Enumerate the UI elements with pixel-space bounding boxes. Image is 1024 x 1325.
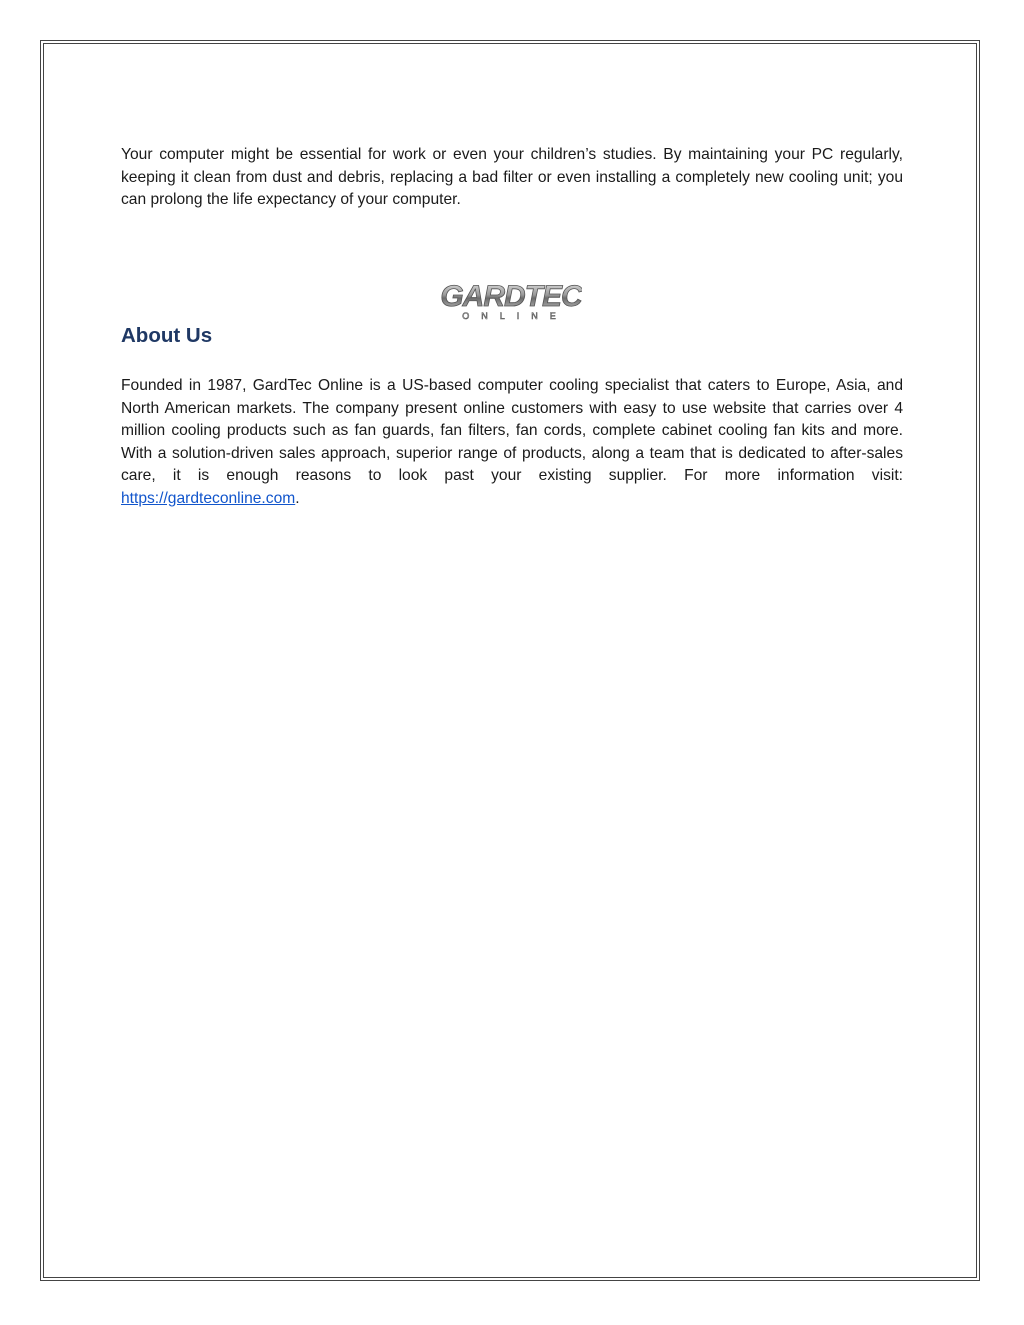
website-link[interactable]: https://gardteconline.com [121, 489, 296, 507]
about-trailing-period: . [295, 489, 300, 507]
intro-paragraph: Your computer might be essential for work or even your children’s studies. By maintaining your PC regularly, keeping it clean from dust and debris, replacing a bad filter or even installing a completely new cooling unit; you can prolong the life expectancy of your computer. [121, 146, 903, 208]
gardtec-logo [440, 278, 582, 322]
svg-text:ONLINE: ONLINE [462, 311, 568, 321]
about-us-paragraph [121, 375, 903, 510]
svg-text:GARDTEC: GARDTEC [440, 280, 582, 313]
page-border-inner [43, 43, 977, 1278]
about-body-text: Founded in 1987, GardTec Online is a US-based computer cooling specialist that caters to Europe, Asia, and North American markets. The company present online customers with easy to use website that carries over 4 million cooling products such as fan guards, fan filters, fan cords, complete cabinet cooling fan kits and more. With a solution-driven sales approach, superior range of products, along a team that is dedicated to after-sales care, it is enough reasons to look past your existing supplier. For more information visit: [121, 377, 903, 484]
about-us-heading: About Us [121, 324, 213, 347]
